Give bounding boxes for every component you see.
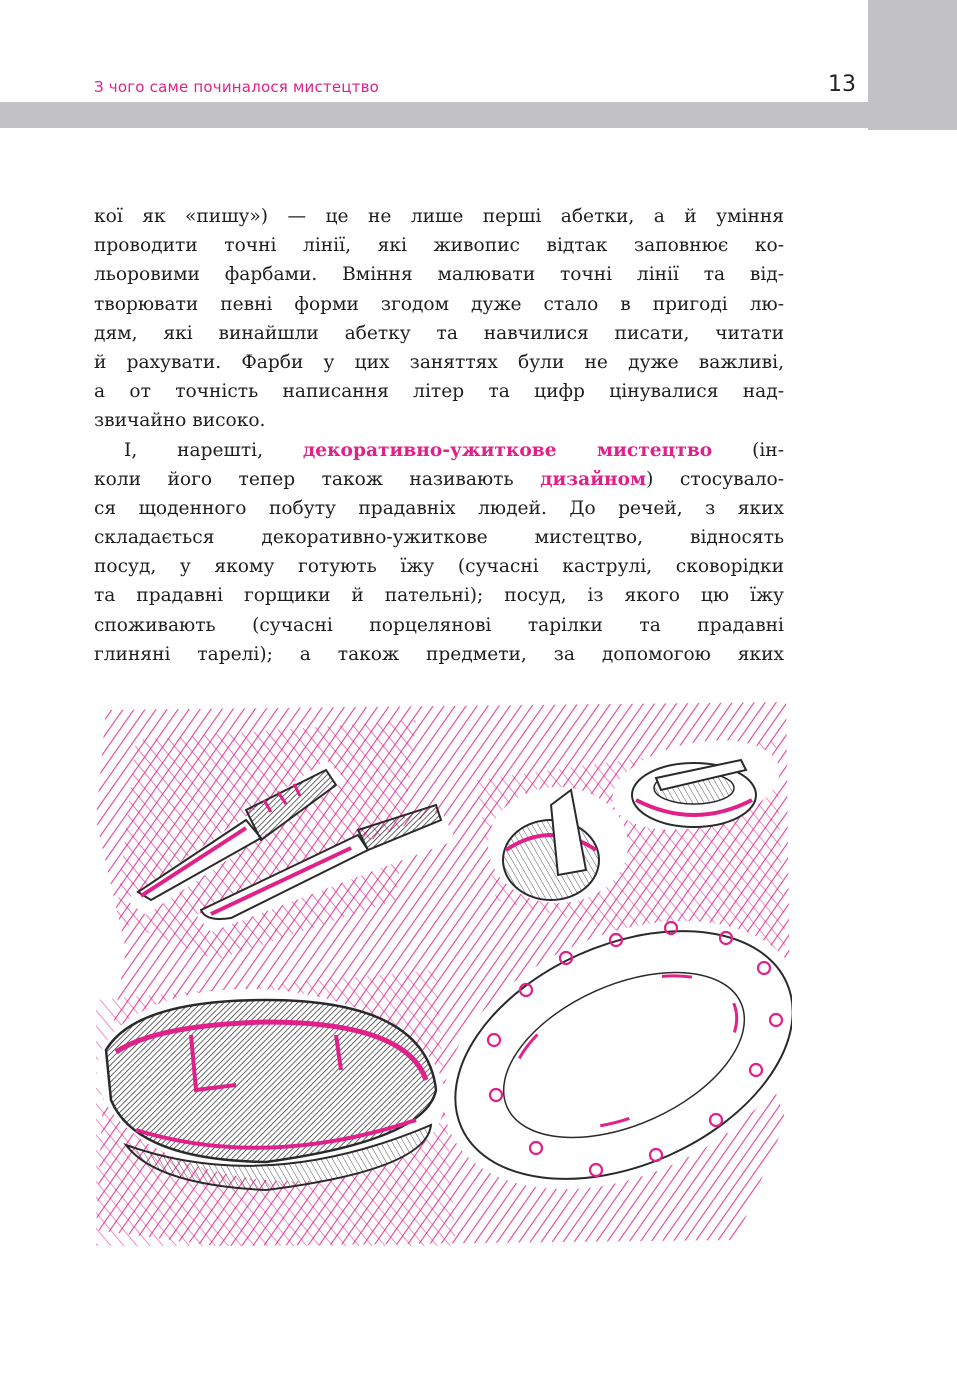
text-line: споживають (сучасні порцелянові тарілки та прадавні [94,614,784,636]
text-segment: коли його тепер також називають [94,468,541,490]
text-line: та прадавні горщики й пательні); посуд, із якого цю їжу [94,585,784,607]
text-segment: І, нарешті, [124,439,303,461]
text-line: кої як «пишу») — це не лише перші абетки, а й уміння [94,206,784,227]
clay-pot-drawing [106,1000,436,1190]
page-number: 13 [828,72,856,97]
text-line [94,436,784,465]
text-line: а от точність написання літер та цифр цінувалися над- [94,381,784,403]
highlighted-term: дизайном [540,468,647,490]
text-segment: (ін- [712,439,784,461]
text-line: посуд, у якому готують їжу (сучасні каструлі, сковорідки [94,556,784,578]
text-line: дям, які винайшли абетку та навчилися писати, читати [94,322,784,344]
text-line: глиняні тарелі); а також предмети, за допомогою яких [94,643,784,665]
kitchenware-illustration [96,700,792,1248]
text-line: льоровими фарбами. Вміння малювати точні лінії та від- [94,264,784,286]
text-line: творювати певні форми згодом дуже стало в пригоді лю- [94,293,784,315]
text-line: складається декоративно-ужиткове мистецтво, відносять [94,527,784,549]
text-line: звичайно високо. [94,410,266,432]
body-text [94,202,784,669]
header-tab [868,0,957,130]
text-segment: ) стосувало- [646,468,784,490]
running-title: З чого саме починалося мистецтво [94,78,380,96]
text-line: ся щоденного побуту прадавніх людей. До речей, з яких [94,497,784,519]
header-bar [0,68,868,128]
text-line: й рахувати. Фарби у цих заняттях були не дуже важливі, [94,351,784,373]
text-line [94,465,784,494]
highlighted-term: декоративно-ужиткове мистецтво [302,439,713,461]
text-line: проводити точні лінії, які живопис відтак заповнює ко- [94,235,784,257]
